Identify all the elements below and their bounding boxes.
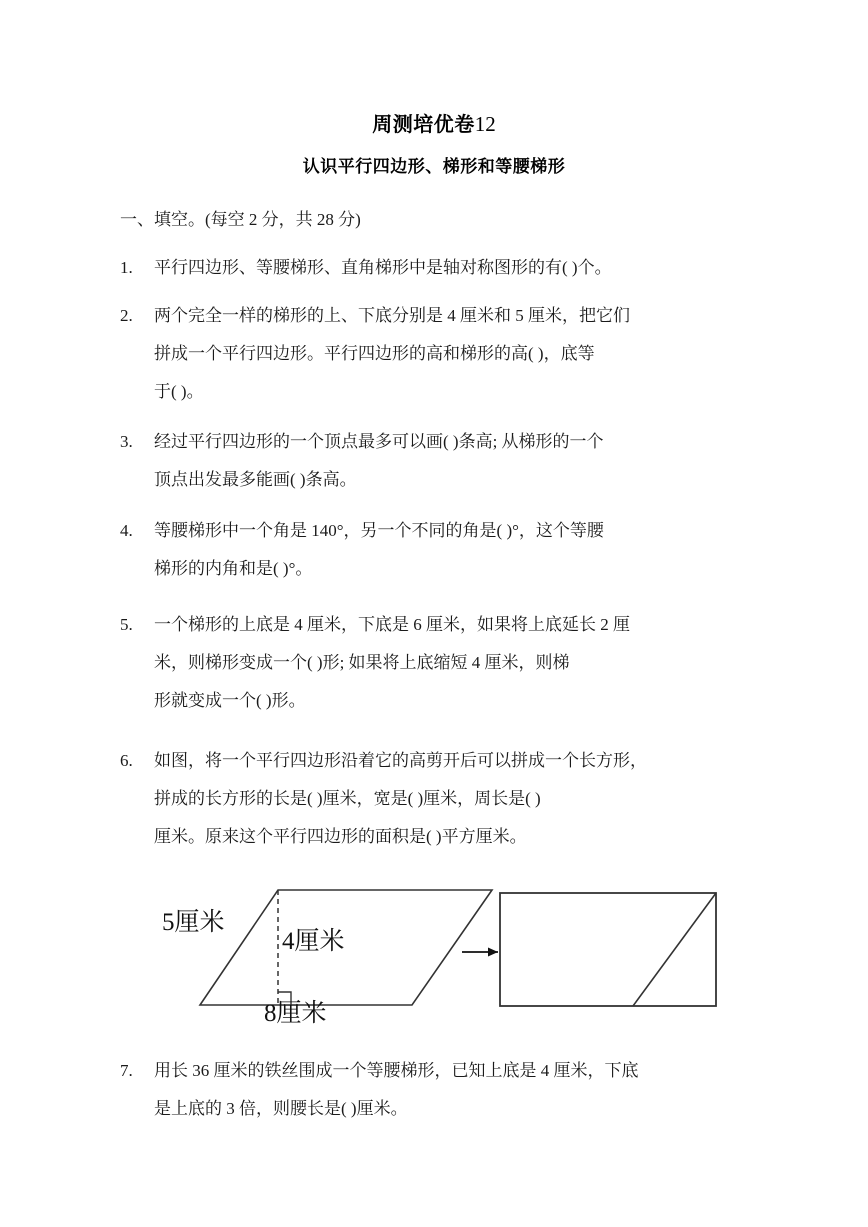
- question-2-line-1: 两个完全一样的梯形的上、下底分别是 4 厘米和 5 厘米，把它们: [154, 306, 630, 325]
- question-6-body: [154, 742, 746, 856]
- question-3-line-2: 顶点出发最多能画( )条高。: [154, 470, 357, 489]
- question-5-line-2: 米，则梯形变成一个( )形; 如果将上底缩短 4 厘米，则梯: [154, 653, 570, 672]
- question-3-number: 3.: [120, 432, 133, 451]
- question-2-number: 2.: [120, 306, 133, 325]
- question-2-body: [154, 297, 746, 411]
- question-1: [120, 249, 746, 287]
- question-3-body: [154, 423, 746, 499]
- question-2-line-3: 于( )。: [154, 382, 204, 401]
- figure-label-slant-side: 5厘米: [162, 909, 225, 936]
- question-4-body: [154, 512, 746, 588]
- question-5-line-3: 形就变成一个( )形。: [154, 691, 306, 710]
- page-title: [0, 108, 868, 137]
- question-5-line-1: 一个梯形的上底是 4 厘米，下底是 6 厘米，如果将上底延长 2 厘: [154, 615, 630, 634]
- parallelogram-shape: [200, 890, 492, 1005]
- parallelogram-to-rectangle-diagram: [150, 878, 750, 1053]
- question-6-figure: [150, 878, 750, 1053]
- question-3: [120, 423, 746, 499]
- question-4: [120, 512, 746, 588]
- question-5-body: [154, 606, 746, 720]
- question-1-number: 1.: [120, 258, 133, 277]
- transform-arrow-head: [488, 948, 498, 957]
- question-1-body: [154, 249, 746, 287]
- question-5-number: 5.: [120, 615, 133, 634]
- question-7: [120, 1052, 746, 1128]
- section-heading-fill-in-blanks: 一、填空。(每空 2 分，共 28 分): [120, 210, 361, 229]
- rectangle-cut-line: [633, 893, 716, 1006]
- question-4-number: 4.: [120, 521, 133, 540]
- question-1-line-1: 平行四边形、等腰梯形、直角梯形中是轴对称图形的有( )个。: [154, 258, 612, 277]
- question-2-line-2: 拼成一个平行四边形。平行四边形的高和梯形的高( )，底等: [154, 344, 595, 363]
- question-7-line-1: 用长 36 厘米的铁丝围成一个等腰梯形，已知上底是 4 厘米，下底: [154, 1061, 639, 1080]
- rectangle-shape: [500, 893, 716, 1006]
- question-7-body: [154, 1052, 746, 1128]
- question-6: [120, 742, 746, 856]
- question-5: [120, 606, 746, 720]
- question-4-line-1: 等腰梯形中一个角是 140°，另一个不同的角是( )°，这个等腰: [154, 521, 604, 540]
- figure-label-base: 8厘米: [264, 1000, 327, 1027]
- question-6-number: 6.: [120, 751, 133, 770]
- question-4-line-2: 梯形的内角和是( )°。: [154, 559, 313, 578]
- page-title-text: 周测培优卷: [372, 112, 475, 136]
- figure-label-height: 4厘米: [282, 928, 345, 955]
- question-3-line-1: 经过平行四边形的一个顶点最多可以画( )条高; 从梯形的一个: [154, 432, 604, 451]
- question-7-number: 7.: [120, 1061, 133, 1080]
- page-title-number: 12: [474, 112, 496, 136]
- question-7-line-2: 是上底的 3 倍，则腰长是( )厘米。: [154, 1099, 408, 1118]
- question-6-line-2: 拼成的长方形的长是( )厘米，宽是( )厘米，周长是( ): [154, 789, 541, 808]
- page-subtitle: 认识平行四边形、梯形和等腰梯形: [302, 157, 566, 177]
- question-2: [120, 297, 746, 411]
- question-6-line-1: 如图，将一个平行四边形沿着它的高剪开后可以拼成一个长方形，: [154, 751, 647, 770]
- question-6-line-3: 厘米。原来这个平行四边形的面积是( )平方厘米。: [154, 827, 527, 846]
